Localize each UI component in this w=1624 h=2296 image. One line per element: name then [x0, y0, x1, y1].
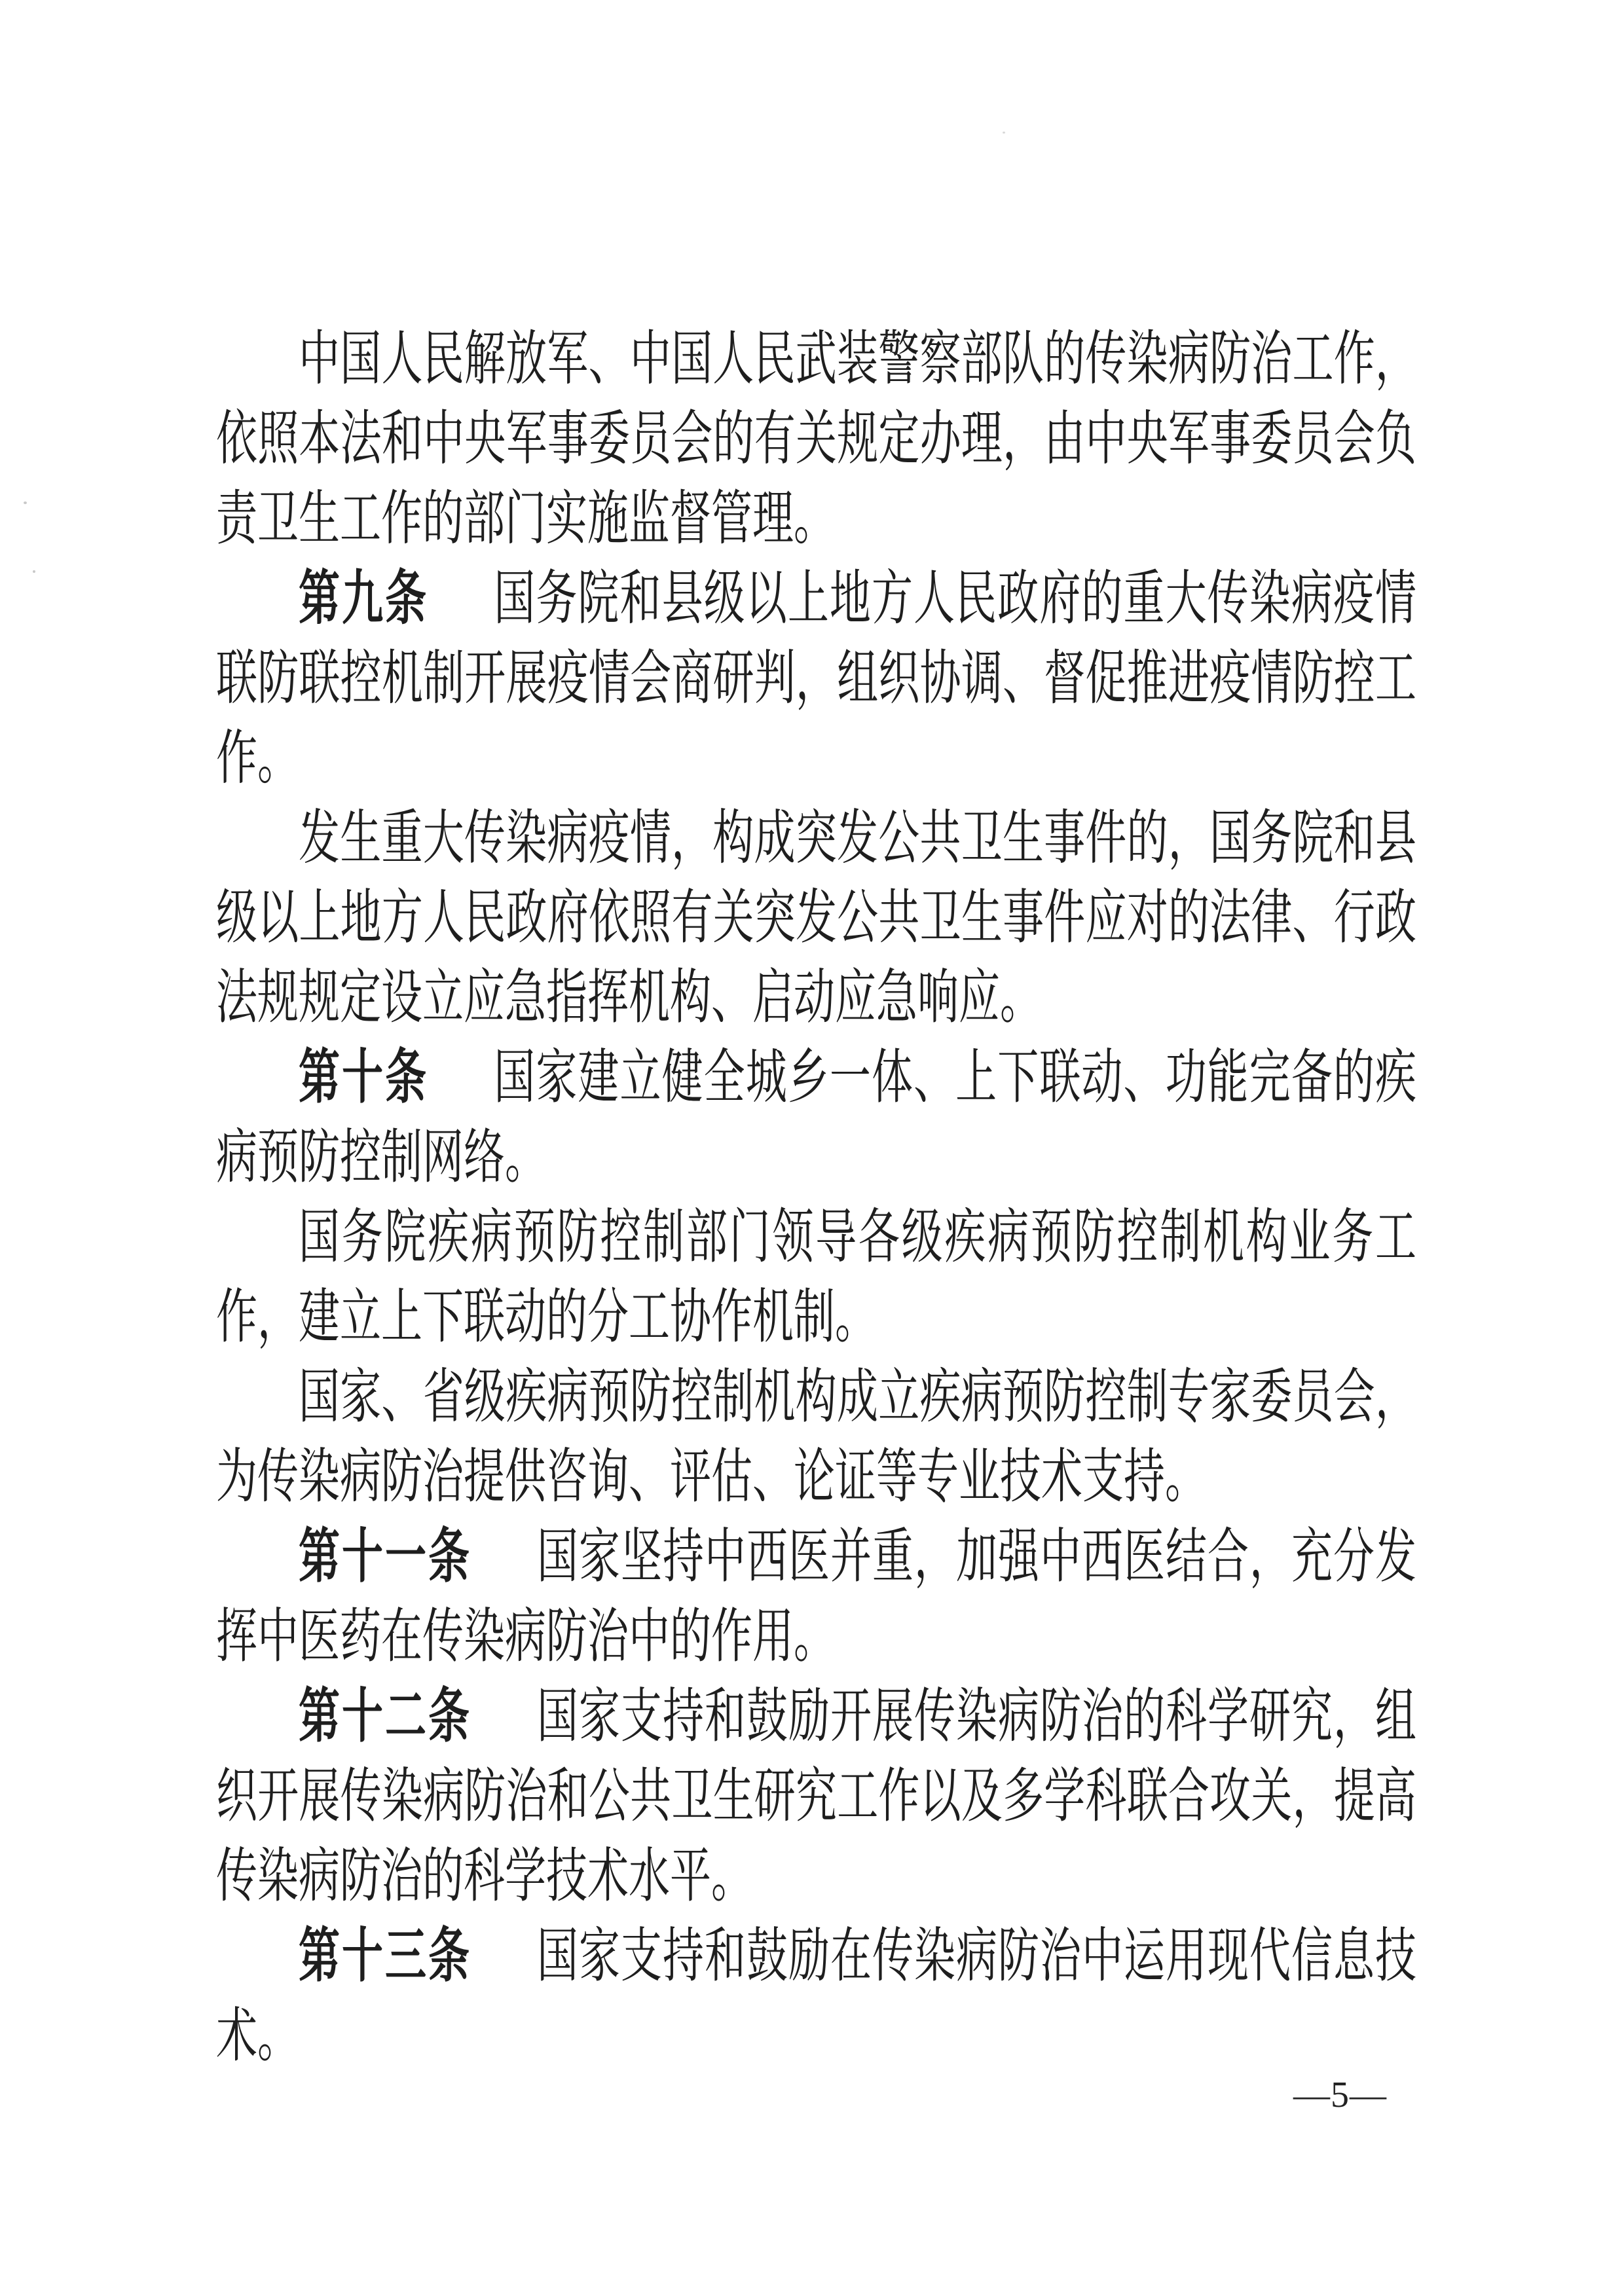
paragraph-text: 发生重大传染病疫情，构成突发公共卫生事件的，国务院和县级以上地方人民政府依照有关突发公共卫生事件应对的法律、行政法规规定设立应急指挥机构、启动应急响应。: [216, 805, 1416, 1031]
scan-speck: [33, 570, 35, 573]
paragraph: [216, 559, 1416, 799]
paragraph: [216, 799, 1416, 1038]
article-number: 第十一条: [299, 1523, 471, 1590]
page-number: —5—: [1293, 2075, 1387, 2115]
article-number: 第十条: [299, 1044, 429, 1111]
article-number: 第十二条: [299, 1683, 471, 1750]
paragraph-text: 国家、省级疾病预防控制机构成立疾病预防控制专家委员会，为传染病防治提供咨询、评估、论证等专业技术支持。: [216, 1364, 1416, 1510]
paragraph-text: 国家支持和鼓励开展传染病防治的科学研究，组织开展传染病防治和公共卫生研究工作以及多学科联合攻关，提高传染病防治的科学技术水平。: [216, 1683, 1416, 1910]
paragraph: [216, 1677, 1416, 1917]
article-number: 第九条: [299, 565, 429, 632]
paragraph: [216, 1358, 1416, 1518]
paragraph: [216, 1198, 1416, 1358]
paragraph: [216, 1917, 1416, 2077]
paragraph-text: 国家坚持中西医并重，加强中西医结合，充分发挥中医药在传染病防治中的作用。: [216, 1523, 1416, 1670]
paragraph: [216, 319, 1416, 559]
paragraph-text: 国务院和县级以上地方人民政府的重大传染病疫情联防联控机制开展疫情会商研判，组织协调、督促推进疫情防控工作。: [216, 565, 1416, 792]
paragraph-text: 中国人民解放军、中国人民武装警察部队的传染病防治工作，依照本法和中央军事委员会的有关规定办理，由中央军事委员会负责卫生工作的部门实施监督管理。: [216, 326, 1416, 552]
paragraph-text: 国家建立健全城乡一体、上下联动、功能完备的疾病预防控制网络。: [216, 1044, 1416, 1191]
scan-speck: [1003, 132, 1005, 134]
paragraph: [216, 1518, 1416, 1677]
paragraph-text: 国务院疾病预防控制部门领导各级疾病预防控制机构业务工作，建立上下联动的分工协作机制。: [216, 1204, 1416, 1351]
article-number: 第十三条: [299, 1923, 471, 1989]
paragraph: [216, 1038, 1416, 1198]
scan-speck: [24, 501, 27, 504]
paragraph-text: 国家支持和鼓励在传染病防治中运用现代信息技术。: [216, 1923, 1416, 2069]
document-body: [216, 319, 1416, 2076]
